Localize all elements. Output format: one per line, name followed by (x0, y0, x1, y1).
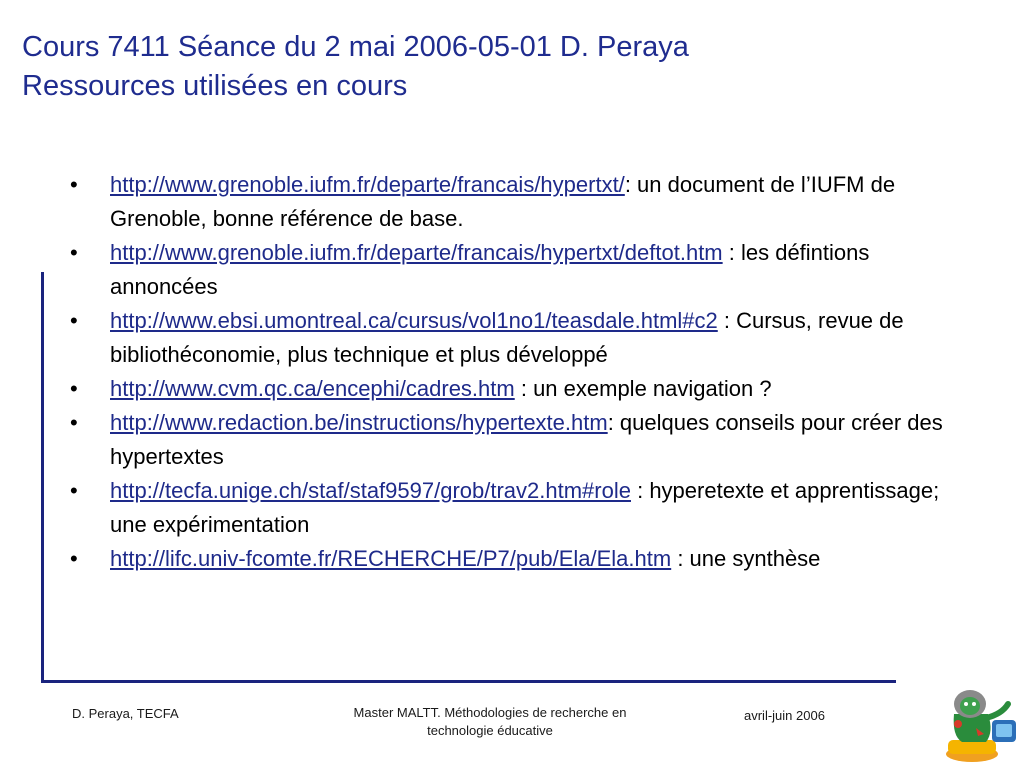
bullet-icon: • (70, 308, 78, 333)
resource-link[interactable]: http://www.cvm.qc.ca/encephi/cadres.htm (110, 376, 515, 401)
resource-description: : hyperetexte et apprentissage; une expérimentation (110, 478, 940, 537)
resource-link[interactable]: http://www.ebsi.umontreal.ca/cursus/vol1no1/teasdale.html#c2 (110, 308, 718, 333)
list-item (70, 542, 950, 576)
title-line-2: Ressources utilisées en cours (22, 70, 408, 102)
resource-link[interactable]: http://www.redaction.be/instructions/hypertexte.htm (110, 410, 608, 435)
title-line-1: Cours 7411 Séance du 2 mai 2006-05-01 D. Peraya (22, 31, 689, 63)
bullet-icon: • (70, 410, 78, 435)
list-item (70, 236, 950, 304)
list-item (70, 168, 950, 236)
tecfa-mascot-icon (932, 684, 1020, 766)
resource-description: : une synthèse (671, 546, 821, 571)
resource-description: : quelques conseils pour créer des hypertextes (110, 410, 943, 469)
footer-course-line-1: Master MALTT. Méthodologies de recherche en (353, 705, 627, 720)
resource-description: : un document de l’IUFM de Grenoble, bonne référence de base. (110, 172, 896, 231)
frame-left-border (41, 272, 44, 683)
resource-description: : les défintions annoncées (110, 240, 870, 299)
list-item (70, 406, 950, 474)
list-item (70, 474, 950, 542)
resource-list (70, 168, 950, 576)
resource-link[interactable]: http://www.grenoble.iufm.fr/departe/francais/hypertxt/ (110, 172, 625, 197)
slide-title (22, 28, 1002, 106)
bullet-icon: • (70, 376, 78, 401)
footer-author: D. Peraya, TECFA (72, 706, 179, 721)
bullet-icon: • (70, 240, 78, 265)
footer-course (325, 704, 655, 740)
list-item (70, 304, 950, 372)
resource-link[interactable]: http://tecfa.unige.ch/staf/staf9597/grob/trav2.htm#role (110, 478, 631, 503)
frame-bottom-border (41, 680, 896, 683)
bullet-icon: • (70, 172, 78, 197)
bullet-icon: • (70, 546, 78, 571)
footer-date: avril-juin 2006 (744, 708, 825, 723)
resource-description: : un exemple navigation ? (514, 376, 772, 401)
footer-course-line-2: technologie éducative (427, 723, 553, 738)
bullet-icon: • (70, 478, 78, 503)
list-item (70, 372, 950, 406)
resource-description: : Cursus, revue de bibliothéconomie, plus technique et plus développé (110, 308, 904, 367)
resource-link[interactable]: http://lifc.univ-fcomte.fr/RECHERCHE/P7/pub/Ela/Ela.htm (110, 546, 672, 571)
resource-link[interactable]: http://www.grenoble.iufm.fr/departe/francais/hypertxt/deftot.htm (110, 240, 723, 265)
